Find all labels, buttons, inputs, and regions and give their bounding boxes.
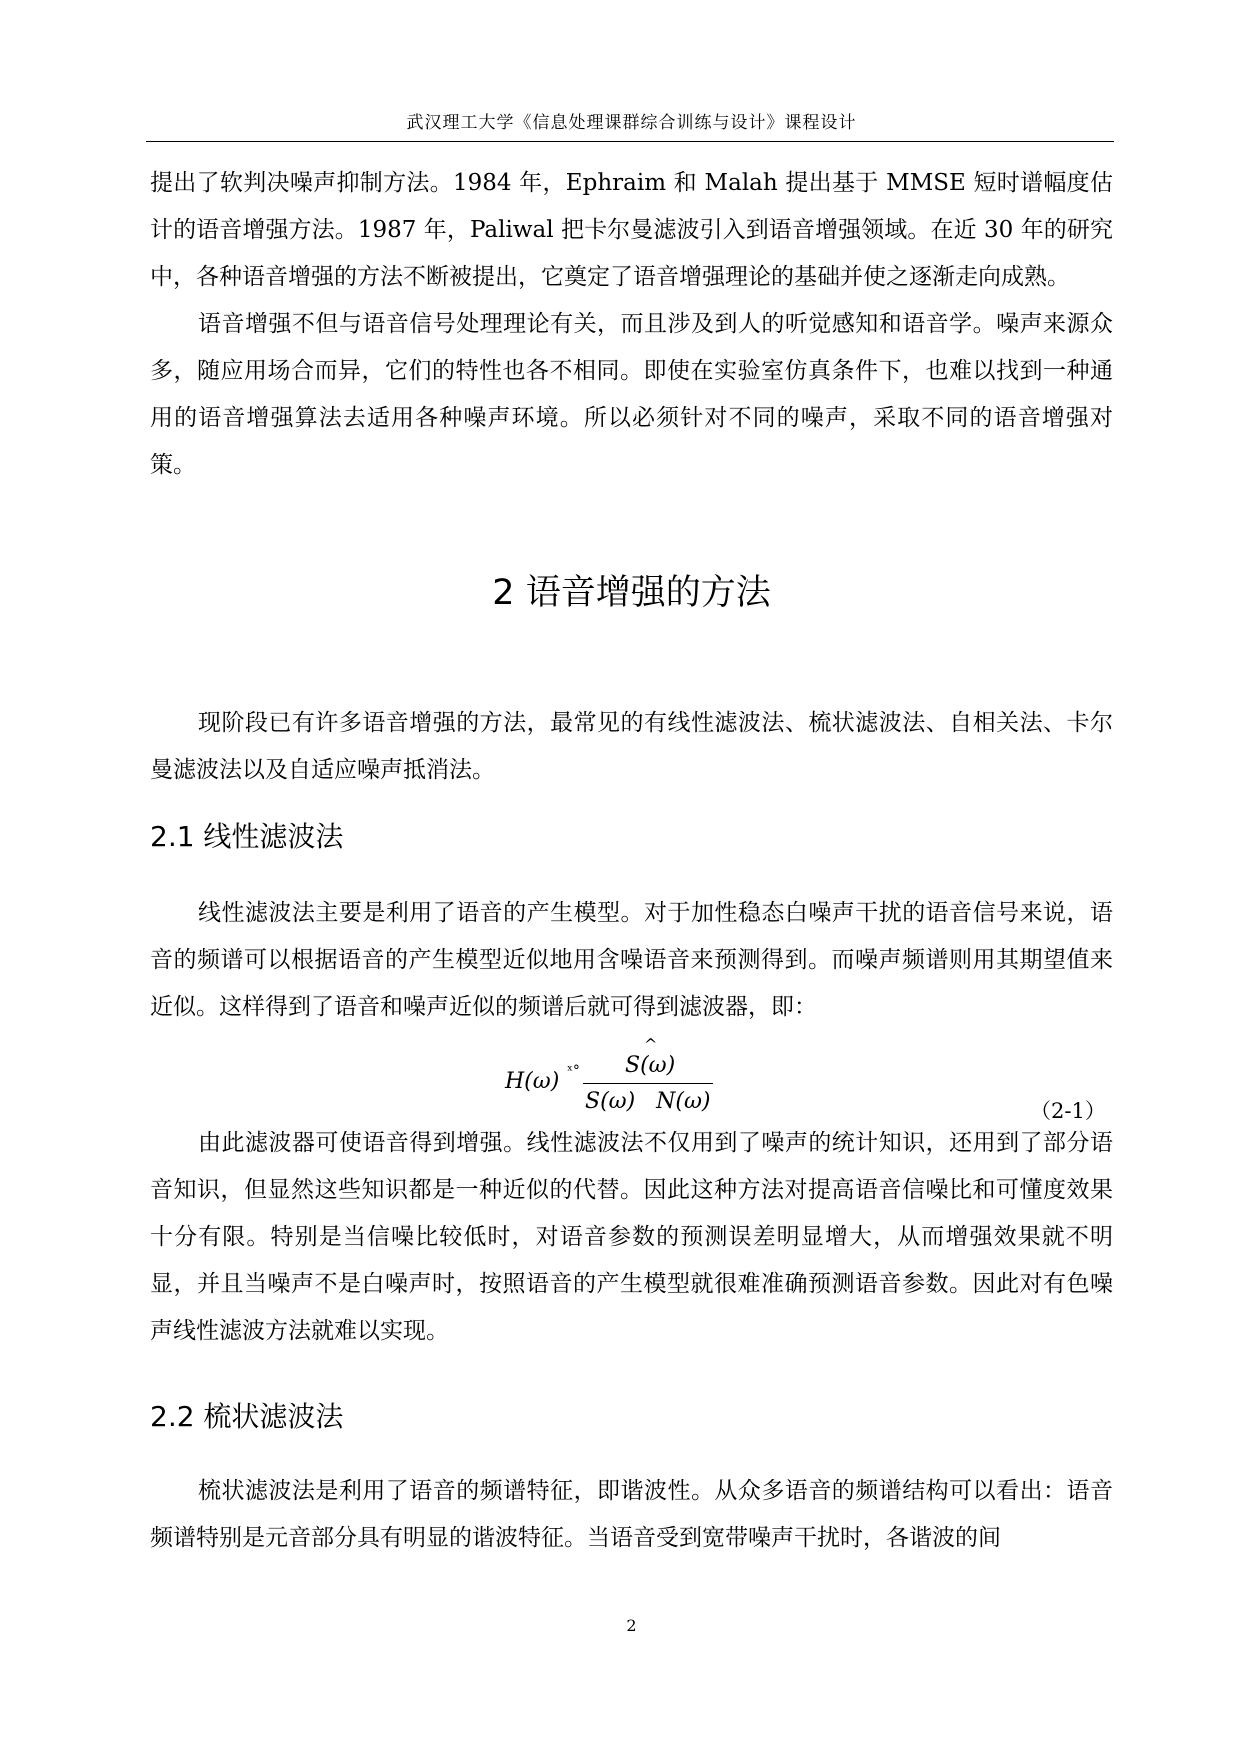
intro-paragraph-1: 提出了软判决噪声抑制方法。1984 年，Ephraim 和 Malah 提出基于 MMSE 短时谱幅度估计的语音增强方法。1987 年，Paliwal 把卡尔曼滤波引入到语音增强领域。在近 30 年的研究中，各种语音增强的方法不断被提出，它奠定了语音增强理论的基础并使之逐渐走向成熟。 xyxy=(150,170,1113,290)
formula-denominator: S(ω) N(ω) xyxy=(585,1089,711,1114)
page-header: 武汉理工大学《信息处理课群综合训练与设计》课程设计 xyxy=(406,113,857,133)
equation-number: （2-1） xyxy=(1030,1099,1106,1123)
section-2-1-paragraph-1: 线性滤波法主要是利用了语音的产生模型。对于加性稳态白噪声干扰的语音信号来说，语音的频谱可以根据语音的产生模型近似地用含噪语音来预测得到。而噪声频谱则用其期望值来近似。这样得到了语音和噪声近似的频谱后就可得到滤波器，即： xyxy=(150,900,1113,1020)
chapter-intro-paragraph: 现阶段已有许多语音增强的方法，最常见的有线性滤波法、梳状滤波法、自相关法、卡尔曼滤波法以及自适应噪声抵消法。 xyxy=(150,710,1113,783)
formula-hat: ^ xyxy=(644,1035,658,1054)
formula-numerator: S(ω) xyxy=(625,1053,676,1078)
header-rule xyxy=(146,141,1114,142)
section-2-2-title: 2.2 梳状滤波法 xyxy=(150,1400,344,1433)
formula-lhs: H(ω) xyxy=(505,1069,560,1094)
section-2-1-block xyxy=(150,890,1113,1031)
formula-fraction-bar xyxy=(583,1083,713,1084)
chapter-title: 2 语音增强的方法 xyxy=(492,573,771,613)
section-2-1-title: 2.1 线性滤波法 xyxy=(150,820,344,853)
section-2-1-paragraph-2: 由此滤波器可使语音得到增强。线性滤波法不仅用到了噪声的统计知识，还用到了部分语音知识，但显然这些知识都是一种近似的代替。因此这种方法对提高语音信噪比和可懂度效果十分有限。特别是当信噪比较低时，对语音参数的预测误差明显增大，从而增强效果就不明显，并且当噪声不是白噪声时，按照语音的产生模型就很难准确预测语音参数。因此对有色噪声线性滤波方法就难以实现。 xyxy=(150,1130,1113,1344)
intro-block xyxy=(150,160,1113,489)
intro-paragraph-2: 语音增强不但与语音信号处理理论有关，而且涉及到人的听觉感知和语音学。噪声来源众多，随应用场合而异，它们的特性也各不相同。即使在实验室仿真条件下，也难以找到一种通用的语音增强算法去适用各种噪声环境。所以必须针对不同的噪声，采取不同的语音增强对策。 xyxy=(150,311,1113,478)
formula-2-1 xyxy=(495,1035,735,1123)
section-2-2-paragraph-1: 梳状滤波法是利用了语音的频谱特征，即谐波性。从众多语音的频谱结构可以看出：语音频谱特别是元音部分具有明显的谐波特征。当语音受到宽带噪声干扰时，各谐波的间 xyxy=(150,1478,1113,1551)
section-2-1-block-2 xyxy=(150,1120,1113,1355)
page-number: 2 xyxy=(626,1616,637,1635)
section-2-2-block xyxy=(150,1468,1113,1562)
formula-approx-symbol: ˣ° xyxy=(567,1063,580,1079)
chapter-intro-block xyxy=(150,700,1113,794)
